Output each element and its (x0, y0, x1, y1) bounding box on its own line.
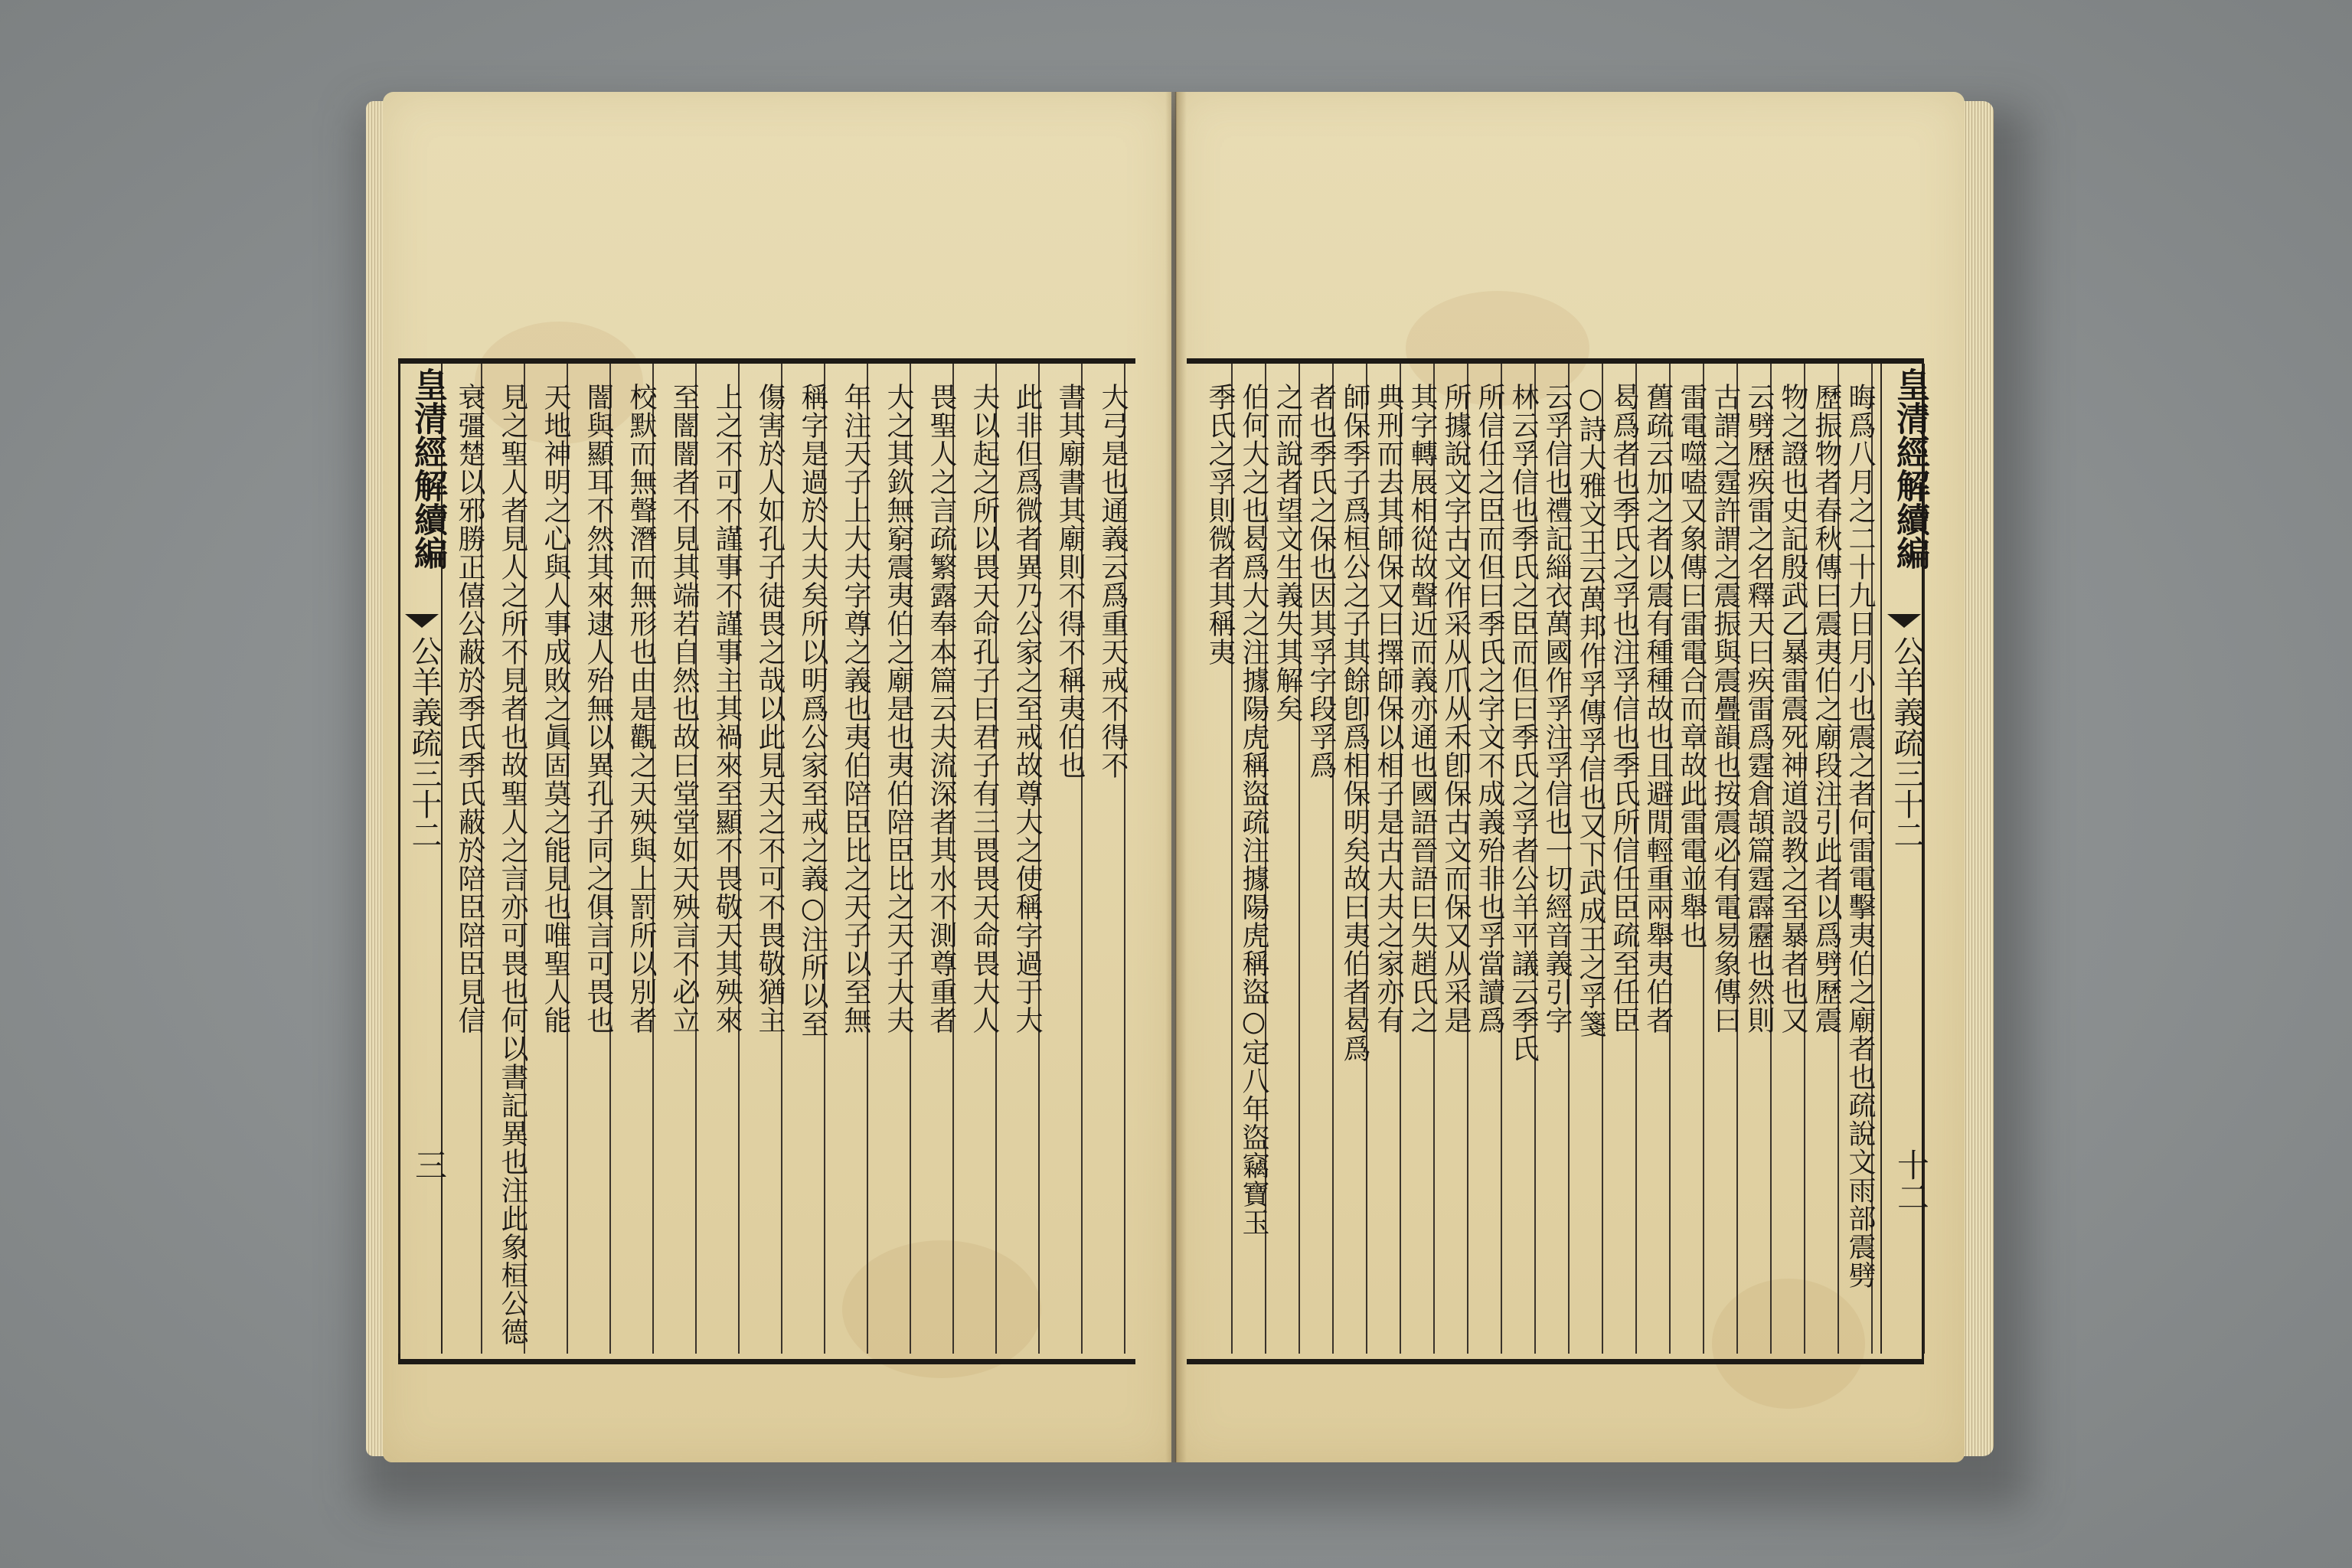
text-column: 林云孚信也季氏之臣而但曰季氏之孚者公羊平議云季氏 (1508, 383, 1539, 1063)
fish-tail-mark (405, 614, 439, 628)
text-column: 季氏之孚則微者其稱夷 (1204, 383, 1236, 666)
text-column: 云劈歷疾雷之名釋天曰疾雷爲霆倉頡篇霆霹靂也然則 (1743, 383, 1775, 1034)
right-banxin-subtitle: 公羊義疏三十二 (1889, 635, 1924, 850)
text-column: 云孚信也禮記緇衣萬國作孚注孚信也一切經音義引字 (1541, 383, 1573, 1034)
text-column: 古謂之霆許謂之震振與震疊韻也按震必有電易象傳曰 (1710, 383, 1741, 1034)
left-page-number: 三 (410, 1148, 448, 1181)
text-column: 畏聖人之言疏繁露奉本篇云夫流深者其水不測尊重者 (926, 383, 957, 1034)
text-column: 此非但爲微者異乃公家之至戒故尊大之使稱字過于大 (1011, 383, 1043, 1034)
text-column: 師保季子爲桓公之子其餘卽爲相保明矣故曰夷伯者曷爲 (1339, 383, 1370, 1063)
text-column: ○詩大雅文王云萬邦作孚傳孚信也又下武成王之孚箋 (1575, 383, 1606, 1038)
text-column: 夫以起之所以畏天命孔子曰君子有三畏畏天命畏大人 (969, 383, 1000, 1034)
text-column: 曷爲者也季氏之孚也注孚信也季氏所信任臣疏至任臣 (1609, 383, 1640, 1034)
text-column: 上之不可不謹事不謹事主其禍來至顯不畏敬天其殃來 (711, 383, 743, 1034)
text-column: 校默而無聲潛而無形也由是觀之天殃與上罰所以別者 (626, 383, 657, 1034)
text-column: 所據說文字古文作采从爪从禾卽保古文而保又从采是 (1440, 383, 1472, 1034)
text-column: 大之其欽無窮震夷伯之廟是也夷伯陪臣比之天子大夫 (883, 383, 914, 1034)
text-column: 傷害於人如孔子徒畏之哉以此見天之不可不畏敬猶主 (754, 383, 786, 1034)
text-column: 稱字是過於大夫矣所以明爲公家至戒之義○注所以至 (797, 383, 828, 1038)
text-column: 衰彊楚以邪勝正僖公蔽於季氏季氏蔽於陪臣陪臣見信 (454, 383, 485, 1034)
right-page-number: 十二 (1893, 1148, 1930, 1213)
text-column: 天地神明之心與人事成敗之眞固莫之能見也唯聖人能 (540, 383, 571, 1034)
text-column: 所信任之臣而但曰季氏之字文不成義殆非也孚當讀爲 (1474, 383, 1505, 1034)
text-column: 物之證也史記殷武乙暴雷震死神道設教之至暴者也又 (1777, 383, 1808, 1034)
book-gutter (1165, 92, 1187, 1462)
right-page-edges (1963, 101, 1994, 1456)
text-column: 闇與顯耳不然其來逮人殆無以異孔子同之俱言可畏也 (583, 383, 614, 1034)
text-column: 者也季氏之保也因其孚字段孚爲 (1305, 383, 1337, 779)
text-column: 見之聖人者見人之所不見者也故聖人之言亦可畏也何以書記異也注此象桓公德 (497, 383, 528, 1346)
fish-tail-mark (1887, 614, 1921, 628)
text-column: 之而說者望文生義失其解矣 (1272, 383, 1303, 723)
left-banxin-subtitle: 公羊義疏三十二 (407, 635, 442, 850)
text-column: 大弓是也通義云爲重天戒不得不 (1097, 383, 1129, 779)
text-column: 歷振物者春秋傳曰震夷伯之廟段注引此者以爲劈歷震 (1811, 383, 1842, 1034)
left-page-edges (366, 101, 384, 1456)
text-column: 書其廟書其廟則不得不稱夷伯也 (1054, 383, 1086, 779)
left-banxin-title: 皇清經解續編 (408, 368, 447, 570)
text-column: 舊疏云加之者以震有種種故也且避閒輕重兩舉夷伯者 (1642, 383, 1674, 1034)
text-column: 雷電噬嗑又象傳曰雷電合而章故此雷電並舉也 (1676, 383, 1707, 949)
text-column: 至闇闇者不見其端若自然也故曰堂堂如天殃言不必立 (668, 383, 700, 1034)
text-column: 其字轉展相從故聲近而義亦通也國語晉語曰失趙氏之 (1406, 383, 1438, 1034)
text-column: 年注天子上大夫字尊之義也夷伯陪臣比之天子以至無 (840, 383, 871, 1034)
text-column: 伯何大之也曷爲大之注據陽虎稱盜疏注據陽虎稱盜○定八年盜竊寶玉 (1238, 383, 1269, 1236)
text-column: 晦爲八月之二十九日月小也震之者何雷電擊夷伯之廟者也疏說文雨部震劈 (1844, 383, 1876, 1289)
text-column: 典刑而去其師保又曰擇師保以相子是古大夫之家亦有 (1373, 383, 1404, 1034)
right-banxin-title: 皇清經解續編 (1890, 368, 1929, 570)
